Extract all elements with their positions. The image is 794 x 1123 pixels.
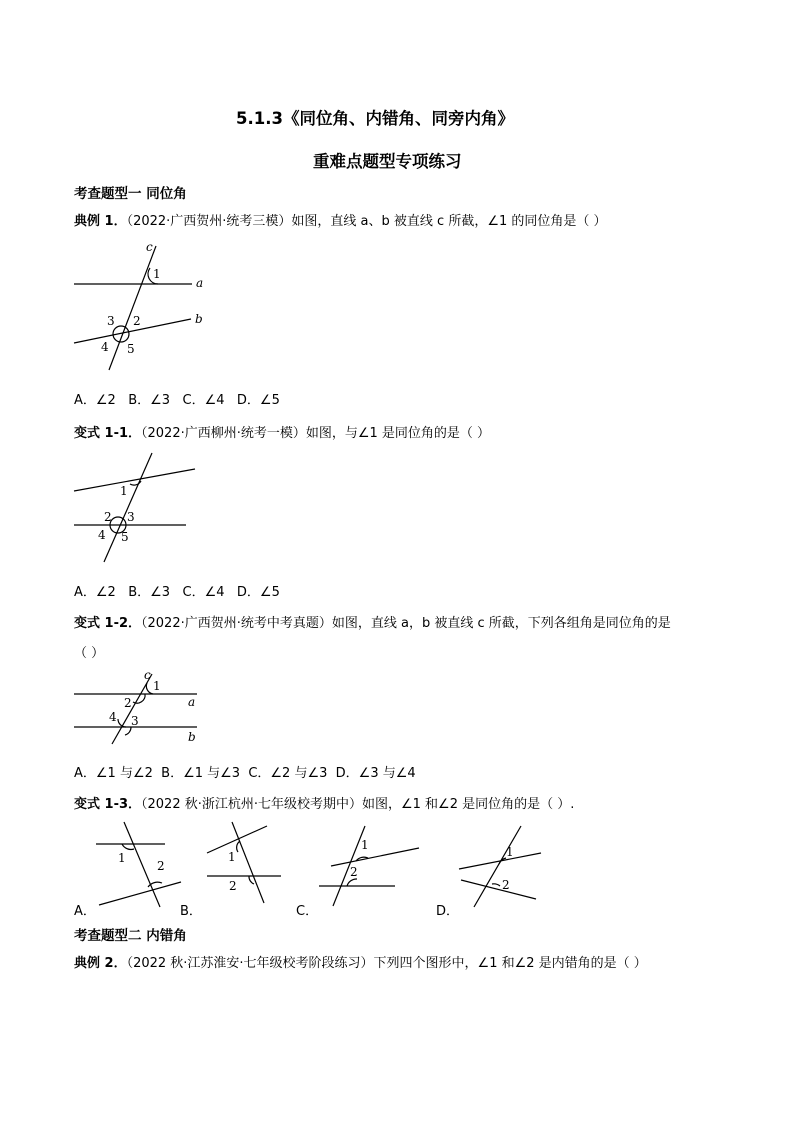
option-d[interactable]: D．∠5: [236, 585, 280, 600]
option-b[interactable]: B．∠3: [128, 585, 171, 600]
variant-1-3-option-d[interactable]: D．: [436, 904, 460, 919]
option-d[interactable]: D．∠5: [236, 393, 280, 408]
variant-1-2-question-cont: （ ）: [74, 646, 105, 661]
figD-label-1: 1: [506, 845, 514, 859]
option-b[interactable]: B．∠1 与∠3: [161, 766, 241, 781]
fig2-label-3: 3: [127, 510, 135, 524]
fig2-label-5: 5: [121, 530, 129, 544]
option-c[interactable]: C．∠4: [182, 393, 225, 408]
variant-1-2-text: （2022·广西贺州·统考中考真题）如图，直线 a，b 被直线 c 所截，下列各组角是同位角的是: [141, 616, 671, 631]
fig3-label-3: 3: [131, 714, 139, 728]
example-1-text: （2022·广西贺州·统考三模）如图，直线 a、b 被直线 c 所截，∠1 的同位角是（ ）: [126, 214, 607, 229]
option-a[interactable]: A．∠1 与∠2: [74, 766, 153, 781]
fig2-label-2: 2: [104, 510, 112, 524]
fig1-label-2: 2: [133, 314, 141, 328]
option-b[interactable]: B．∠3: [128, 393, 171, 408]
section-heading-alternate-angles: 考查题型二 内错角: [74, 928, 187, 944]
option-a[interactable]: A．∠2: [74, 585, 116, 600]
fig3-label-a: a: [188, 695, 196, 709]
variant-1-3-tag: 变式 1-3．: [74, 797, 142, 812]
variant-1-3-option-a[interactable]: A．: [74, 904, 96, 919]
figA-label-2: 2: [157, 859, 165, 873]
example-2-text: （2022 秋·江苏淮安·七年级校考阶段练习）下列四个图形中，∠1 和∠2 是内错角的是（ ）: [126, 956, 647, 971]
fig2-label-1: 1: [120, 484, 128, 498]
option-c[interactable]: C．∠2 与∠3: [248, 766, 328, 781]
fig3-label-2: 2: [124, 696, 132, 710]
fig1-label-c: c: [146, 240, 153, 254]
fig3-label-c: c: [144, 668, 151, 682]
option-d[interactable]: D．∠3 与∠4: [335, 766, 416, 781]
fig1-label-5: 5: [127, 342, 135, 356]
option-a[interactable]: A．∠2: [74, 393, 116, 408]
fig1-label-3: 3: [107, 314, 115, 328]
variant-1-1-tag: 变式 1-1．: [74, 426, 142, 441]
figD-label-2: 2: [502, 878, 510, 892]
fig1-label-1: 1: [153, 267, 161, 281]
page-title: 5.1.3《同位角、内错角、同旁内角》: [236, 109, 514, 128]
fig3-label-b: b: [188, 730, 196, 744]
example-2-tag: 典例 2．: [74, 956, 127, 971]
fig1-label-a: a: [196, 276, 204, 290]
figB-label-2: 2: [229, 879, 237, 893]
variant-1-1-text: （2022·广西柳州·统考一模）如图，与∠1 是同位角的是（ ）: [141, 426, 491, 441]
option-c[interactable]: C．∠4: [182, 585, 225, 600]
section-heading-corresponding-angles: 考查题型一 同位角: [74, 186, 187, 202]
fig1-label-4: 4: [101, 340, 109, 354]
fig3-label-1: 1: [153, 679, 161, 693]
figA-label-1: 1: [118, 851, 126, 865]
example-2-question: [74, 952, 647, 971]
fig1-label-b: b: [195, 312, 203, 326]
variant-1-3-text: （2022 秋·浙江杭州·七年级校考期中）如图，∠1 和∠2 是同位角的是（ ）.: [141, 797, 575, 812]
variant-1-3-option-b[interactable]: B．: [180, 904, 202, 919]
fig3-label-4: 4: [109, 710, 117, 724]
example-1-tag: 典例 1．: [74, 214, 127, 229]
fig2-label-4: 4: [98, 528, 106, 542]
figB-label-1: 1: [228, 850, 236, 864]
variant-1-3-option-c[interactable]: C．: [296, 904, 319, 919]
variant-1-2-tag: 变式 1-2．: [74, 616, 142, 631]
figC-label-1: 1: [361, 838, 369, 852]
figC-label-2: 2: [350, 865, 358, 879]
page-subtitle: 重难点题型专项练习: [313, 152, 462, 171]
